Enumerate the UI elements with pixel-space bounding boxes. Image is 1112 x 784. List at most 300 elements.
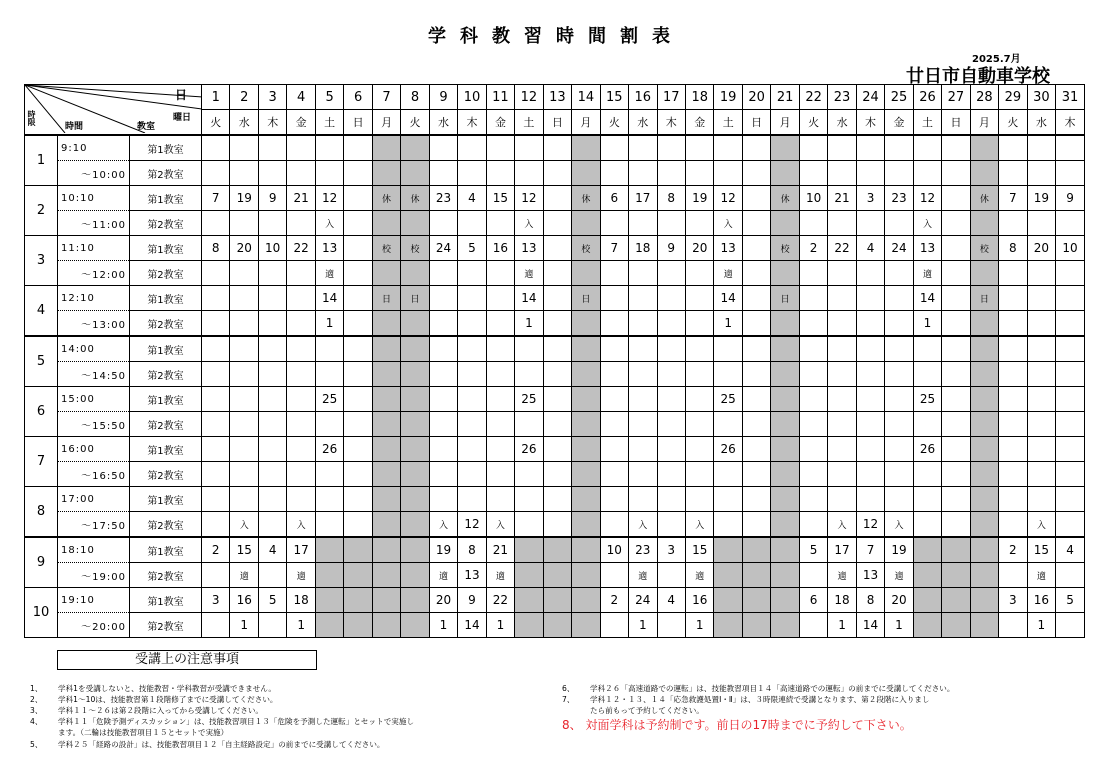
period-1-room-1-row bbox=[25, 135, 1085, 161]
schedule-cell bbox=[714, 588, 742, 613]
schedule-cell bbox=[572, 387, 600, 412]
schedule-cell bbox=[913, 613, 941, 638]
schedule-cell bbox=[913, 362, 941, 387]
schedule-cell: 13 bbox=[458, 563, 486, 588]
schedule-cell bbox=[685, 487, 713, 512]
schedule-cell bbox=[942, 412, 970, 437]
schedule-cell bbox=[942, 236, 970, 261]
room-name: 第1教室 bbox=[130, 286, 202, 311]
schedule-cell bbox=[429, 135, 457, 161]
schedule-cell bbox=[401, 261, 429, 286]
schedule-cell bbox=[714, 537, 742, 563]
schedule-cell bbox=[202, 563, 230, 588]
schedule-cell: 24 bbox=[885, 236, 913, 261]
schedule-cell bbox=[742, 487, 770, 512]
schedule-cell bbox=[714, 362, 742, 387]
schedule-cell bbox=[258, 387, 286, 412]
schedule-cell bbox=[828, 161, 856, 186]
schedule-cell bbox=[657, 412, 685, 437]
schedule-cell bbox=[202, 512, 230, 538]
period-1-room-2-row bbox=[25, 161, 1085, 186]
schedule-cell bbox=[543, 537, 571, 563]
schedule-cell bbox=[771, 311, 799, 337]
schedule-cell bbox=[1027, 387, 1055, 412]
period-end-time: ～17:50 bbox=[58, 512, 130, 538]
schedule-cell bbox=[942, 487, 970, 512]
schedule-cell bbox=[287, 135, 315, 161]
schedule-cell bbox=[287, 286, 315, 311]
schedule-cell bbox=[1027, 135, 1055, 161]
period-number: 10 bbox=[25, 588, 58, 638]
schedule-cell bbox=[970, 387, 998, 412]
schedule-cell bbox=[685, 311, 713, 337]
schedule-cell: 休 bbox=[401, 186, 429, 211]
schedule-cell bbox=[258, 613, 286, 638]
weekday-4: 金 bbox=[287, 110, 315, 136]
schedule-cell: 13 bbox=[856, 563, 884, 588]
schedule-cell bbox=[258, 211, 286, 236]
schedule-cell: 13 bbox=[714, 236, 742, 261]
period-10-room-1-row bbox=[25, 588, 1085, 613]
schedule-cell bbox=[685, 211, 713, 236]
schedule-cell bbox=[258, 311, 286, 337]
schedule-cell bbox=[202, 211, 230, 236]
schedule-cell bbox=[999, 613, 1027, 638]
schedule-cell bbox=[799, 211, 827, 236]
schedule-cell bbox=[344, 261, 372, 286]
schedule-cell bbox=[401, 462, 429, 487]
schedule-cell: 3 bbox=[202, 588, 230, 613]
schedule-cell bbox=[401, 588, 429, 613]
period-end-time: ～11:00 bbox=[58, 211, 130, 236]
schedule-cell: 7 bbox=[202, 186, 230, 211]
schedule-cell: 適 bbox=[1027, 563, 1055, 588]
note-item-3 bbox=[30, 705, 263, 716]
schedule-cell bbox=[1056, 563, 1085, 588]
room-name: 第2教室 bbox=[130, 512, 202, 538]
schedule-cell bbox=[486, 462, 514, 487]
schedule-cell bbox=[230, 437, 258, 462]
schedule-cell bbox=[315, 462, 343, 487]
schedule-cell: 5 bbox=[258, 588, 286, 613]
schedule-cell: 校 bbox=[771, 236, 799, 261]
day-5: 5 bbox=[315, 85, 343, 110]
schedule-cell: 16 bbox=[685, 588, 713, 613]
schedule-cell bbox=[942, 462, 970, 487]
note-text: 学科１１～２６は第２段階に入ってから受講してください。 bbox=[58, 706, 264, 715]
schedule-cell bbox=[1027, 362, 1055, 387]
schedule-cell bbox=[742, 613, 770, 638]
schedule-cell: 8 bbox=[999, 236, 1027, 261]
schedule-cell bbox=[1056, 462, 1085, 487]
schedule-cell: 19 bbox=[230, 186, 258, 211]
schedule-cell bbox=[828, 487, 856, 512]
schedule-cell bbox=[287, 211, 315, 236]
schedule-cell bbox=[714, 563, 742, 588]
schedule-cell: 日 bbox=[572, 286, 600, 311]
schedule-cell: 入 bbox=[515, 211, 543, 236]
schedule-cell bbox=[344, 537, 372, 563]
schedule-cell: 1 bbox=[685, 613, 713, 638]
schedule-cell bbox=[315, 161, 343, 186]
schedule-cell bbox=[799, 437, 827, 462]
schedule-cell bbox=[287, 387, 315, 412]
schedule-cell bbox=[401, 437, 429, 462]
schedule-cell: 8 bbox=[202, 236, 230, 261]
period-start-time: 14:00 bbox=[58, 336, 130, 362]
schedule-cell: 1 bbox=[885, 613, 913, 638]
schedule-cell bbox=[572, 537, 600, 563]
schedule-cell bbox=[344, 563, 372, 588]
schedule-cell bbox=[515, 563, 543, 588]
schedule-cell bbox=[372, 437, 400, 462]
schedule-cell: 14 bbox=[913, 286, 941, 311]
schedule-cell: 6 bbox=[600, 186, 628, 211]
period-number: 8 bbox=[25, 487, 58, 538]
schedule-cell bbox=[315, 537, 343, 563]
period-number: 7 bbox=[25, 437, 58, 487]
period-end-time: ～14:50 bbox=[58, 362, 130, 387]
schedule-cell: 22 bbox=[828, 236, 856, 261]
weekday-15: 火 bbox=[600, 110, 628, 136]
schedule-cell bbox=[1056, 362, 1085, 387]
schedule-cell bbox=[885, 437, 913, 462]
schedule-cell bbox=[771, 563, 799, 588]
schedule-cell bbox=[799, 487, 827, 512]
schedule-cell bbox=[202, 462, 230, 487]
schedule-cell: 2 bbox=[999, 537, 1027, 563]
period-start-time: 19:10 bbox=[58, 588, 130, 613]
schedule-cell: 9 bbox=[258, 186, 286, 211]
period-4-room-2-row bbox=[25, 311, 1085, 337]
day-12: 12 bbox=[515, 85, 543, 110]
schedule-cell bbox=[372, 512, 400, 538]
schedule-cell bbox=[600, 563, 628, 588]
timetable bbox=[24, 84, 1085, 638]
schedule-cell: 17 bbox=[629, 186, 657, 211]
room-name: 第1教室 bbox=[130, 437, 202, 462]
schedule-cell bbox=[799, 336, 827, 362]
schedule-cell bbox=[429, 387, 457, 412]
schedule-cell bbox=[372, 261, 400, 286]
schedule-cell: 入 bbox=[685, 512, 713, 538]
day-30: 30 bbox=[1027, 85, 1055, 110]
schedule-cell: 23 bbox=[429, 186, 457, 211]
schedule-cell bbox=[629, 437, 657, 462]
period-number: 9 bbox=[25, 537, 58, 588]
period-number: 4 bbox=[25, 286, 58, 337]
schedule-cell: 日 bbox=[372, 286, 400, 311]
schedule-cell bbox=[515, 588, 543, 613]
schedule-cell bbox=[543, 135, 571, 161]
schedule-cell bbox=[942, 613, 970, 638]
schedule-cell bbox=[600, 462, 628, 487]
schedule-cell: 20 bbox=[429, 588, 457, 613]
schedule-cell bbox=[543, 563, 571, 588]
schedule-cell bbox=[543, 336, 571, 362]
day-14: 14 bbox=[572, 85, 600, 110]
schedule-cell: 適 bbox=[913, 261, 941, 286]
weekday-18: 金 bbox=[685, 110, 713, 136]
weekday-21: 月 bbox=[771, 110, 799, 136]
schedule-cell bbox=[742, 161, 770, 186]
note-text: 学科1～10は、技能教習第１段階修了までに受講してください。 bbox=[58, 695, 278, 704]
schedule-cell: 20 bbox=[885, 588, 913, 613]
schedule-cell bbox=[685, 336, 713, 362]
schedule-cell: 16 bbox=[486, 236, 514, 261]
schedule-cell bbox=[685, 135, 713, 161]
schedule-cell bbox=[429, 261, 457, 286]
schedule-cell: 適 bbox=[287, 563, 315, 588]
day-8: 8 bbox=[401, 85, 429, 110]
weekday-31: 木 bbox=[1056, 110, 1085, 136]
schedule-cell bbox=[543, 286, 571, 311]
schedule-cell bbox=[856, 462, 884, 487]
period-2-room-1-row bbox=[25, 186, 1085, 211]
schedule-cell bbox=[885, 261, 913, 286]
schedule-cell bbox=[458, 211, 486, 236]
schedule-cell: 5 bbox=[1056, 588, 1085, 613]
schedule-cell bbox=[970, 362, 998, 387]
schedule-cell bbox=[913, 487, 941, 512]
schedule-cell: 休 bbox=[372, 186, 400, 211]
period-end-time: ～15:50 bbox=[58, 412, 130, 437]
schedule-cell bbox=[258, 412, 286, 437]
schedule-cell bbox=[629, 161, 657, 186]
corner-header bbox=[25, 85, 202, 136]
weekday-22: 火 bbox=[799, 110, 827, 136]
day-7: 7 bbox=[372, 85, 400, 110]
schedule-cell: 21 bbox=[486, 537, 514, 563]
day-25: 25 bbox=[885, 85, 913, 110]
schedule-cell bbox=[202, 135, 230, 161]
schedule-cell: 1 bbox=[230, 613, 258, 638]
schedule-cell bbox=[742, 588, 770, 613]
schedule-cell: 18 bbox=[287, 588, 315, 613]
schedule-cell: 休 bbox=[572, 186, 600, 211]
schedule-cell: 16 bbox=[230, 588, 258, 613]
weekday-12: 土 bbox=[515, 110, 543, 136]
schedule-cell: 17 bbox=[828, 537, 856, 563]
schedule-cell bbox=[600, 135, 628, 161]
schedule-cell: 3 bbox=[999, 588, 1027, 613]
schedule-cell bbox=[942, 362, 970, 387]
schedule-cell: 1 bbox=[429, 613, 457, 638]
schedule-cell bbox=[600, 613, 628, 638]
schedule-cell bbox=[685, 412, 713, 437]
schedule-cell bbox=[629, 387, 657, 412]
note-number: 5、 bbox=[30, 740, 43, 749]
schedule-cell: 8 bbox=[856, 588, 884, 613]
schedule-cell: 15 bbox=[230, 537, 258, 563]
schedule-cell: 2 bbox=[600, 588, 628, 613]
schedule-cell bbox=[543, 186, 571, 211]
schedule-cell: 校 bbox=[401, 236, 429, 261]
schedule-cell bbox=[657, 336, 685, 362]
schedule-cell bbox=[629, 311, 657, 337]
schedule-cell bbox=[458, 286, 486, 311]
schedule-cell: 26 bbox=[315, 437, 343, 462]
schedule-cell bbox=[287, 261, 315, 286]
schedule-cell bbox=[372, 487, 400, 512]
schedule-cell bbox=[401, 512, 429, 538]
schedule-cell bbox=[685, 261, 713, 286]
schedule-cell bbox=[429, 211, 457, 236]
schedule-cell: 入 bbox=[429, 512, 457, 538]
schedule-cell bbox=[401, 613, 429, 638]
schedule-cell bbox=[486, 437, 514, 462]
schedule-cell bbox=[885, 311, 913, 337]
schedule-cell bbox=[230, 462, 258, 487]
schedule-cell bbox=[657, 512, 685, 538]
note-text: 学科1を受講しないと、技能教習・学科教習が受講できません。 bbox=[58, 684, 276, 693]
schedule-cell bbox=[742, 563, 770, 588]
schedule-cell bbox=[486, 286, 514, 311]
schedule-cell bbox=[999, 286, 1027, 311]
schedule-cell bbox=[458, 462, 486, 487]
schedule-cell bbox=[970, 161, 998, 186]
note-item-6 bbox=[562, 683, 955, 694]
schedule-cell bbox=[543, 462, 571, 487]
schedule-cell bbox=[515, 412, 543, 437]
schedule-cell bbox=[685, 362, 713, 387]
day-15: 15 bbox=[600, 85, 628, 110]
schedule-cell bbox=[714, 412, 742, 437]
schedule-cell bbox=[942, 437, 970, 462]
schedule-cell bbox=[572, 135, 600, 161]
weekday-10: 木 bbox=[458, 110, 486, 136]
schedule-cell bbox=[657, 161, 685, 186]
schedule-cell: 入 bbox=[629, 512, 657, 538]
schedule-cell bbox=[714, 336, 742, 362]
note-number: 6、 bbox=[562, 684, 575, 693]
schedule-cell bbox=[543, 387, 571, 412]
schedule-cell: 日 bbox=[771, 286, 799, 311]
schedule-cell bbox=[828, 336, 856, 362]
schedule-cell: 25 bbox=[315, 387, 343, 412]
schedule-cell bbox=[657, 362, 685, 387]
weekday-25: 金 bbox=[885, 110, 913, 136]
weekday-14: 月 bbox=[572, 110, 600, 136]
schedule-cell: 23 bbox=[629, 537, 657, 563]
room-name: 第2教室 bbox=[130, 211, 202, 236]
schedule-cell bbox=[942, 186, 970, 211]
period-start-time: 11:10 bbox=[58, 236, 130, 261]
schedule-cell: 8 bbox=[657, 186, 685, 211]
period-start-time: 10:10 bbox=[58, 186, 130, 211]
schedule-cell bbox=[771, 261, 799, 286]
schedule-cell bbox=[486, 135, 514, 161]
schedule-cell: 10 bbox=[600, 537, 628, 563]
schedule-cell bbox=[202, 161, 230, 186]
schedule-cell bbox=[572, 261, 600, 286]
schedule-cell bbox=[600, 161, 628, 186]
schedule-cell bbox=[372, 311, 400, 337]
schedule-cell bbox=[942, 563, 970, 588]
schedule-cell bbox=[629, 462, 657, 487]
period-9-room-2-row bbox=[25, 563, 1085, 588]
schedule-cell bbox=[372, 412, 400, 437]
schedule-cell bbox=[202, 261, 230, 286]
schedule-cell bbox=[942, 161, 970, 186]
schedule-cell: 入 bbox=[885, 512, 913, 538]
schedule-cell bbox=[572, 161, 600, 186]
weekday-16: 水 bbox=[629, 110, 657, 136]
schedule-cell bbox=[799, 462, 827, 487]
schedule-cell bbox=[486, 362, 514, 387]
schedule-cell bbox=[1056, 311, 1085, 337]
period-8-room-1-row bbox=[25, 487, 1085, 512]
schedule-cell bbox=[429, 311, 457, 337]
schedule-cell: 12 bbox=[315, 186, 343, 211]
schedule-cell: 14 bbox=[515, 286, 543, 311]
schedule-cell bbox=[287, 437, 315, 462]
schedule-cell bbox=[458, 336, 486, 362]
schedule-cell bbox=[828, 412, 856, 437]
period-7-room-2-row bbox=[25, 462, 1085, 487]
schedule-cell bbox=[1027, 487, 1055, 512]
schedule-cell bbox=[799, 563, 827, 588]
schedule-cell bbox=[999, 135, 1027, 161]
schedule-cell bbox=[1056, 613, 1085, 638]
schedule-cell: 適 bbox=[315, 261, 343, 286]
schedule-cell bbox=[515, 135, 543, 161]
schedule-cell bbox=[344, 362, 372, 387]
schedule-cell: 4 bbox=[856, 236, 884, 261]
schedule-cell bbox=[515, 362, 543, 387]
schedule-cell: 13 bbox=[315, 236, 343, 261]
schedule-cell bbox=[258, 286, 286, 311]
schedule-cell bbox=[885, 487, 913, 512]
schedule-cell bbox=[344, 236, 372, 261]
room-name: 第1教室 bbox=[130, 135, 202, 161]
schedule-cell bbox=[885, 412, 913, 437]
schedule-cell bbox=[942, 311, 970, 337]
schedule-cell bbox=[258, 487, 286, 512]
period-3-room-2-row bbox=[25, 261, 1085, 286]
schedule-cell bbox=[287, 362, 315, 387]
schedule-cell: 1 bbox=[714, 311, 742, 337]
schedule-cell bbox=[885, 387, 913, 412]
schedule-cell bbox=[258, 336, 286, 362]
schedule-cell: 19 bbox=[685, 186, 713, 211]
schedule-cell bbox=[885, 286, 913, 311]
schedule-cell: 26 bbox=[913, 437, 941, 462]
period-10-room-2-row bbox=[25, 613, 1085, 638]
schedule-cell bbox=[999, 311, 1027, 337]
schedule-cell bbox=[344, 588, 372, 613]
schedule-cell bbox=[1056, 437, 1085, 462]
schedule-cell bbox=[771, 437, 799, 462]
schedule-cell: 19 bbox=[1027, 186, 1055, 211]
schedule-cell bbox=[771, 135, 799, 161]
schedule-cell bbox=[372, 563, 400, 588]
schedule-cell bbox=[771, 211, 799, 236]
schedule-cell bbox=[999, 211, 1027, 236]
schedule-cell bbox=[486, 211, 514, 236]
schedule-cell bbox=[799, 311, 827, 337]
schedule-cell bbox=[372, 588, 400, 613]
schedule-cell bbox=[572, 613, 600, 638]
schedule-cell bbox=[629, 362, 657, 387]
schedule-cell bbox=[543, 588, 571, 613]
schedule-cell bbox=[572, 336, 600, 362]
schedule-cell bbox=[344, 487, 372, 512]
day-1: 1 bbox=[202, 85, 230, 110]
room-name: 第1教室 bbox=[130, 537, 202, 563]
schedule-cell: 13 bbox=[515, 236, 543, 261]
schedule-cell: 8 bbox=[458, 537, 486, 563]
